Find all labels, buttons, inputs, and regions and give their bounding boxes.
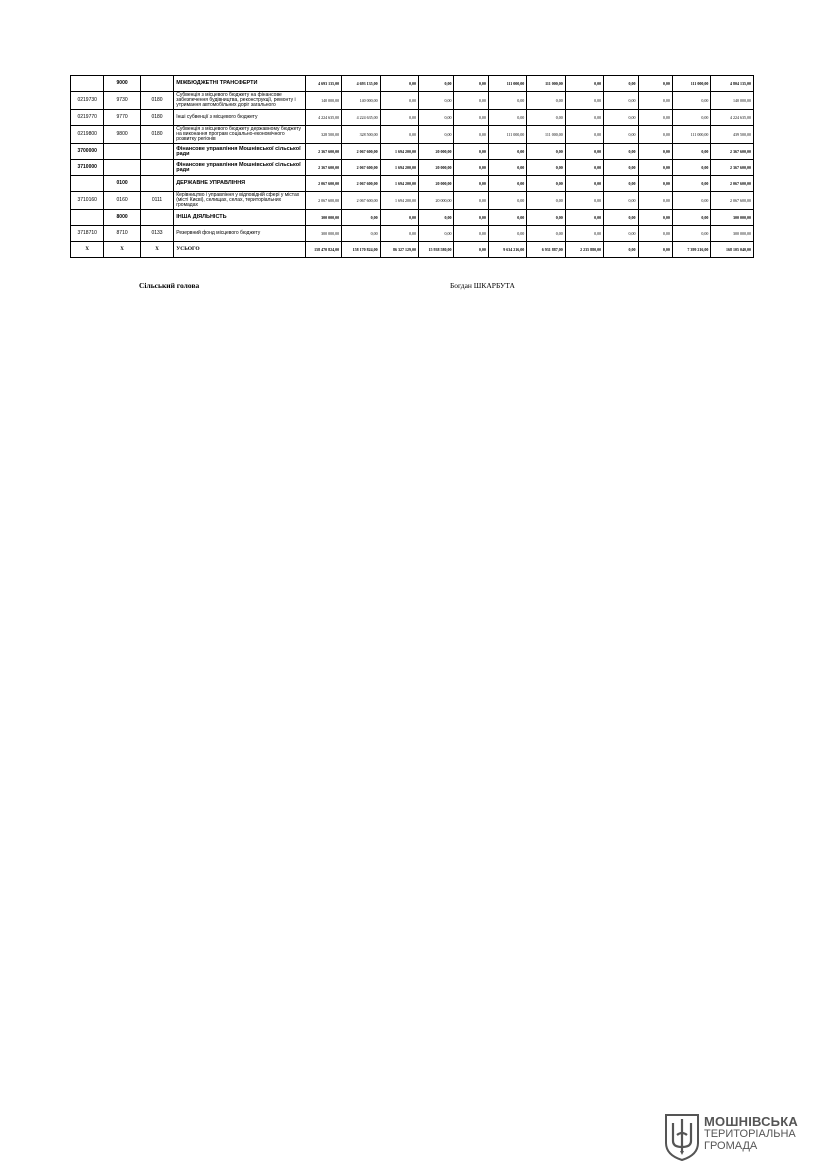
- budget-table: [70, 75, 754, 258]
- amount-cell: 0,00: [488, 110, 526, 126]
- amount-cell: 0,00: [419, 76, 454, 92]
- table-body: [71, 76, 754, 258]
- amount-cell: 1 694 200,00: [380, 160, 418, 176]
- amount-cell: 328 500,00: [342, 126, 380, 144]
- amount-cell: 0,00: [565, 76, 603, 92]
- table-row: [71, 192, 754, 210]
- code-cell: 8000: [104, 210, 140, 226]
- amount-cell: 0,00: [672, 160, 710, 176]
- amount-cell: 0,00: [527, 160, 565, 176]
- code-cell: [140, 76, 173, 92]
- amount-cell: 9 634 216,00: [488, 242, 526, 258]
- name-cell: Керівництво і управління у відповідній сфері у містах (місті Києві), селищах, селах, територіальних громадах: [174, 192, 306, 210]
- amount-cell: 4 224 635,00: [305, 110, 341, 126]
- amount-cell: 111 000,00: [527, 126, 565, 144]
- amount-cell: 300 000,00: [711, 226, 754, 242]
- amount-cell: 0,00: [565, 176, 603, 192]
- signature-name: Богдан ШКАРБУТА: [450, 281, 515, 290]
- amount-cell: 0,00: [488, 192, 526, 210]
- amount-cell: 0,00: [342, 210, 380, 226]
- trident-emblem-icon: [664, 1113, 700, 1161]
- table-row: [71, 92, 754, 110]
- table-row: [71, 160, 754, 176]
- code-cell: 3710160: [71, 192, 104, 210]
- amount-cell: 0,00: [419, 126, 454, 144]
- amount-cell: 6 931 887,00: [527, 242, 565, 258]
- amount-cell: 0,00: [638, 192, 672, 210]
- amount-cell: 0,00: [604, 126, 638, 144]
- logo-text: [704, 1116, 798, 1152]
- name-cell: Інші субвенції з місцевого бюджету: [174, 110, 306, 126]
- amount-cell: 111 000,00: [672, 126, 710, 144]
- amount-cell: 20 000,00: [419, 192, 454, 210]
- amount-cell: 0,00: [488, 160, 526, 176]
- amount-cell: 0,00: [454, 192, 488, 210]
- amount-cell: 140 000,00: [305, 92, 341, 110]
- amount-cell: 1 694 200,00: [380, 144, 418, 160]
- amount-cell: 0,00: [419, 92, 454, 110]
- name-cell: ІНША ДІЯЛЬНІСТЬ: [174, 210, 306, 226]
- amount-cell: 140 000,00: [342, 92, 380, 110]
- amount-cell: 0,00: [565, 210, 603, 226]
- amount-cell: 0,00: [672, 110, 710, 126]
- code-cell: [71, 210, 104, 226]
- amount-cell: 0,00: [380, 110, 418, 126]
- table-row: [71, 242, 754, 258]
- amount-cell: 20 000,00: [419, 160, 454, 176]
- code-cell: X: [104, 242, 140, 258]
- signature-title: Сільський голова: [139, 281, 200, 290]
- amount-cell: 0,00: [672, 176, 710, 192]
- code-cell: 9770: [104, 110, 140, 126]
- table-row: [71, 126, 754, 144]
- amount-cell: 0,00: [638, 242, 672, 258]
- name-cell: Резервний фонд місцевого бюджету: [174, 226, 306, 242]
- table-row: [71, 76, 754, 92]
- amount-cell: 2 067 600,00: [305, 176, 341, 192]
- amount-cell: 0,00: [419, 110, 454, 126]
- logo-line-2: ТЕРИТОРІАЛЬНА: [704, 1128, 796, 1140]
- table-row: [71, 144, 754, 160]
- amount-cell: 0,00: [527, 210, 565, 226]
- amount-cell: 0,00: [638, 92, 672, 110]
- name-cell: МІЖБЮДЖЕТНІ ТРАНСФЕРТИ: [174, 76, 306, 92]
- amount-cell: 0,00: [604, 192, 638, 210]
- logo-line-1: МОШНІВСЬКА: [704, 1114, 798, 1129]
- amount-cell: 0,00: [638, 226, 672, 242]
- code-cell: 0180: [140, 92, 173, 110]
- amount-cell: 2 235 880,00: [565, 242, 603, 258]
- amount-cell: 0,00: [454, 126, 488, 144]
- amount-cell: 0,00: [638, 76, 672, 92]
- code-cell: [140, 144, 173, 160]
- amount-cell: 0,00: [488, 210, 526, 226]
- amount-cell: 158 170 824,00: [342, 242, 380, 258]
- name-cell: ДЕРЖАВНЕ УПРАВЛІННЯ: [174, 176, 306, 192]
- amount-cell: 0,00: [604, 92, 638, 110]
- code-cell: 0100: [104, 176, 140, 192]
- logo-line-3: ГРОМАДА: [704, 1140, 758, 1152]
- amount-cell: 1 694 200,00: [380, 176, 418, 192]
- code-cell: 3718710: [71, 226, 104, 242]
- amount-cell: 0,00: [488, 92, 526, 110]
- amount-cell: 439 500,00: [711, 126, 754, 144]
- code-cell: [71, 176, 104, 192]
- amount-cell: 0,00: [638, 144, 672, 160]
- amount-cell: 4 693 135,00: [342, 76, 380, 92]
- amount-cell: 4 804 135,00: [711, 76, 754, 92]
- amount-cell: 0,00: [638, 176, 672, 192]
- amount-cell: 0,00: [565, 144, 603, 160]
- amount-cell: 2 067 600,00: [711, 176, 754, 192]
- amount-cell: 0,00: [454, 242, 488, 258]
- amount-cell: 2 067 600,00: [711, 192, 754, 210]
- code-cell: 3710000: [71, 160, 104, 176]
- table-row: [71, 176, 754, 192]
- amount-cell: 0,00: [672, 226, 710, 242]
- amount-cell: 0,00: [527, 176, 565, 192]
- amount-cell: 300 000,00: [305, 210, 341, 226]
- code-cell: [71, 76, 104, 92]
- amount-cell: 0,00: [527, 92, 565, 110]
- amount-cell: 0,00: [380, 210, 418, 226]
- amount-cell: 0,00: [565, 110, 603, 126]
- amount-cell: 4 224 635,00: [711, 110, 754, 126]
- code-cell: 0180: [140, 126, 173, 144]
- name-cell: Фінансове управління Мошнівської сільської ради: [174, 160, 306, 176]
- amount-cell: 111 000,00: [488, 126, 526, 144]
- amount-cell: 0,00: [527, 144, 565, 160]
- amount-cell: 111 000,00: [527, 76, 565, 92]
- amount-cell: 0,00: [419, 210, 454, 226]
- amount-cell: 0,00: [672, 92, 710, 110]
- name-cell: Субвенція з місцевого бюджету на фінансове забезпечення будівництва, реконструкції, ремонту і утримання автомобільних доріг загального: [174, 92, 306, 110]
- code-cell: [140, 160, 173, 176]
- amount-cell: 0,00: [672, 144, 710, 160]
- code-cell: 3700000: [71, 144, 104, 160]
- code-cell: [140, 210, 173, 226]
- amount-cell: 20 000,00: [419, 176, 454, 192]
- amount-cell: 0,00: [565, 126, 603, 144]
- code-cell: 0160: [104, 192, 140, 210]
- code-cell: 9000: [104, 76, 140, 92]
- amount-cell: 0,00: [604, 242, 638, 258]
- name-cell: УСЬОГО: [174, 242, 306, 258]
- code-cell: 0219800: [71, 126, 104, 144]
- amount-cell: 7 399 216,00: [672, 242, 710, 258]
- amount-cell: 0,00: [454, 144, 488, 160]
- table-row: [71, 210, 754, 226]
- community-logo: [664, 1113, 814, 1163]
- code-cell: 0133: [140, 226, 173, 242]
- amount-cell: 111 000,00: [488, 76, 526, 92]
- code-cell: 9730: [104, 92, 140, 110]
- amount-cell: 0,00: [454, 176, 488, 192]
- amount-cell: 0,00: [638, 160, 672, 176]
- amount-cell: 2 367 600,00: [305, 160, 341, 176]
- amount-cell: 300 000,00: [711, 210, 754, 226]
- table-row: [71, 110, 754, 126]
- code-cell: 0219770: [71, 110, 104, 126]
- amount-cell: 4 693 135,00: [305, 76, 341, 92]
- code-cell: 9800: [104, 126, 140, 144]
- table-row: [71, 226, 754, 242]
- amount-cell: 300 000,00: [305, 226, 341, 242]
- amount-cell: 0,00: [604, 76, 638, 92]
- amount-cell: 328 500,00: [305, 126, 341, 144]
- code-cell: [140, 176, 173, 192]
- amount-cell: 2 067 600,00: [342, 192, 380, 210]
- code-cell: X: [140, 242, 173, 258]
- amount-cell: 2 367 600,00: [711, 160, 754, 176]
- amount-cell: 0,00: [419, 226, 454, 242]
- amount-cell: 2 367 600,00: [711, 144, 754, 160]
- amount-cell: 2 067 600,00: [342, 144, 380, 160]
- amount-cell: 20 000,00: [419, 144, 454, 160]
- amount-cell: 2 067 600,00: [342, 176, 380, 192]
- amount-cell: 0,00: [565, 92, 603, 110]
- name-cell: Фінансове управління Мошнівської сільської ради: [174, 144, 306, 160]
- amount-cell: 15 938 580,00: [419, 242, 454, 258]
- amount-cell: 0,00: [638, 210, 672, 226]
- amount-cell: 0,00: [380, 76, 418, 92]
- code-cell: [104, 160, 140, 176]
- code-cell: X: [71, 242, 104, 258]
- code-cell: [104, 144, 140, 160]
- amount-cell: 140 000,00: [711, 92, 754, 110]
- amount-cell: 2 067 600,00: [305, 192, 341, 210]
- amount-cell: 0,00: [565, 226, 603, 242]
- amount-cell: 0,00: [638, 110, 672, 126]
- amount-cell: 0,00: [565, 192, 603, 210]
- amount-cell: 1 694 200,00: [380, 192, 418, 210]
- amount-cell: 86 327 129,00: [380, 242, 418, 258]
- amount-cell: 0,00: [454, 92, 488, 110]
- amount-cell: 0,00: [604, 210, 638, 226]
- amount-cell: 0,00: [527, 226, 565, 242]
- amount-cell: 0,00: [672, 192, 710, 210]
- amount-cell: 0,00: [380, 226, 418, 242]
- amount-cell: 4 224 635,00: [342, 110, 380, 126]
- amount-cell: 0,00: [488, 226, 526, 242]
- amount-cell: 0,00: [342, 226, 380, 242]
- amount-cell: 0,00: [380, 92, 418, 110]
- amount-cell: 0,00: [454, 110, 488, 126]
- code-cell: 0111: [140, 192, 173, 210]
- amount-cell: 0,00: [488, 144, 526, 160]
- code-cell: 0180: [140, 110, 173, 126]
- amount-cell: 0,00: [454, 76, 488, 92]
- amount-cell: 0,00: [672, 210, 710, 226]
- code-cell: 8710: [104, 226, 140, 242]
- amount-cell: 0,00: [454, 226, 488, 242]
- amount-cell: 0,00: [638, 126, 672, 144]
- amount-cell: 0,00: [454, 210, 488, 226]
- amount-cell: 0,00: [604, 160, 638, 176]
- amount-cell: 0,00: [565, 160, 603, 176]
- amount-cell: 0,00: [604, 144, 638, 160]
- amount-cell: 2 067 600,00: [342, 160, 380, 176]
- amount-cell: 0,00: [604, 110, 638, 126]
- amount-cell: 158 470 824,00: [305, 242, 341, 258]
- amount-cell: 111 000,00: [672, 76, 710, 92]
- amount-cell: 0,00: [604, 176, 638, 192]
- amount-cell: 0,00: [604, 226, 638, 242]
- code-cell: 0219730: [71, 92, 104, 110]
- amount-cell: 0,00: [527, 192, 565, 210]
- amount-cell: 2 367 600,00: [305, 144, 341, 160]
- amount-cell: 0,00: [380, 126, 418, 144]
- amount-cell: 168 105 040,00: [711, 242, 754, 258]
- amount-cell: 0,00: [454, 160, 488, 176]
- amount-cell: 0,00: [527, 110, 565, 126]
- name-cell: Субвенція з місцевого бюджету державному бюджету на виконання програм соціально-економічного розвитку регіонів: [174, 126, 306, 144]
- amount-cell: 0,00: [488, 176, 526, 192]
